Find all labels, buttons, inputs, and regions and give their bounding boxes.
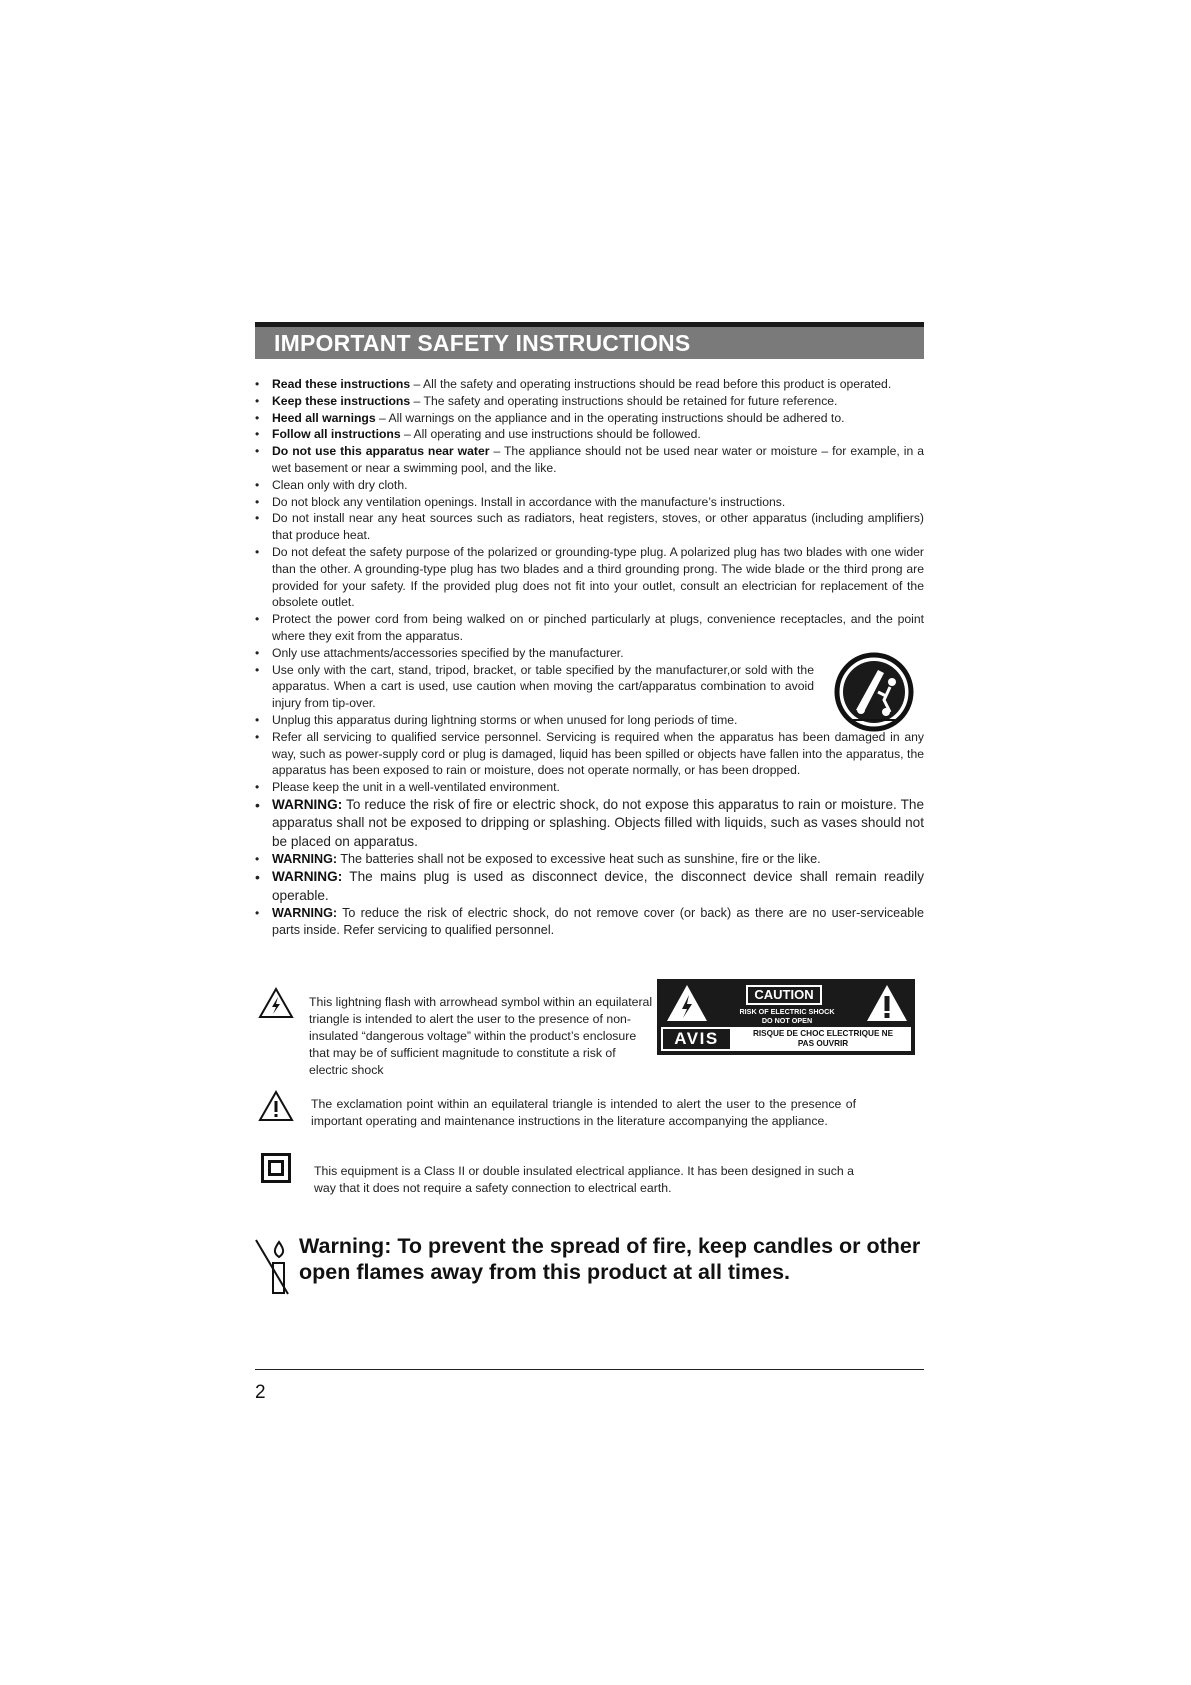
avis-strip — [661, 1027, 911, 1051]
exclamation-triangle-icon — [865, 983, 909, 1023]
warning-item: • WARNING: To reduce the risk of fire or electric shock, do not expose this apparatus to rain or moisture. The apparatus shall not be exposed to dripping or splashing. Objects filled with liquids, such as vases should not be placed on apparatus. — [255, 796, 924, 851]
instruction-item: • Heed all warnings – All warnings on the appliance and in the operating instructions should be adhered to. — [255, 410, 924, 427]
instruction-item: • Clean only with dry cloth. — [255, 477, 924, 494]
lightning-triangle-icon — [258, 987, 294, 1019]
caution-label — [657, 979, 915, 1055]
candle-fire-warning: Warning: To prevent the spread of fire, keep candles or other open flames away from this product at all times. — [299, 1234, 921, 1284]
class-ii-description: This equipment is a Class II or double insulated electrical appliance. It has been designed in such a way that it does not require a safety connection to electrical earth. — [314, 1164, 855, 1195]
warning-item: • WARNING: To reduce the risk of electric shock, do not remove cover (or back) as there are no user-serviceable parts inside. Refer servicing to qualified personnel. — [255, 905, 924, 939]
no-candles-icon — [254, 1238, 292, 1296]
page-number: 2 — [255, 1382, 266, 1403]
instruction-item: • Please keep the unit in a well-ventilated environment. — [255, 779, 924, 796]
instruction-item: • Unplug this apparatus during lightning storms or when unused for long periods of time. — [255, 712, 924, 729]
lightning-triangle-icon — [665, 983, 709, 1023]
caution-word: CAUTION — [746, 985, 822, 1005]
avis-word: AVIS — [663, 1029, 730, 1049]
safety-instructions-list — [255, 376, 924, 939]
instruction-item: • Do not use this apparatus near water – The appliance should not be used near water or moisture – for example, in a wet basement or near a swimming pool, and the like. — [255, 443, 924, 477]
instruction-item: • Only use attachments/accessories specified by the manufacturer. — [255, 645, 924, 662]
exclamation-symbol-description: The exclamation point within an equilateral triangle is intended to alert the user to the presence of important operating and maintenance instructions in the literature accompanying the appliance. — [311, 1097, 856, 1128]
instruction-item: • Do not install near any heat sources such as radiators, heat registers, stoves, or other apparatus (including amplifiers) that produce heat. — [255, 510, 924, 544]
avis-text: RISQUE DE CHOC ELECTRIQUE NE — [752, 1029, 894, 1038]
instruction-item: • Keep these instructions – The safety and operating instructions should be retained for future reference. — [255, 393, 924, 410]
instruction-item: • Protect the power cord from being walked on or pinched particularly at plugs, convenience receptacles, and the point where they exit from the apparatus. — [255, 611, 924, 645]
footer-divider — [255, 1369, 924, 1370]
lightning-symbol-description: This lightning flash with arrowhead symbol within an equilateral triangle is intended to alert the user to the presence of non-insulated “dangerous voltage” within the product’s enclosure that may be of sufficient magnitude to constitute a risk of electric shock — [309, 995, 653, 1077]
instruction-item: • Do not block any ventilation openings. Install in accordance with the manufacture’s instructions. — [255, 494, 924, 511]
avis-text: PAS OUVRIR — [797, 1039, 849, 1048]
section-title-bar — [255, 322, 924, 359]
page-title: IMPORTANT SAFETY INSTRUCTIONS — [274, 330, 691, 356]
caution-sub-text: DO NOT OPEN — [761, 1016, 813, 1025]
instruction-item: • Read these instructions – All the safety and operating instructions should be read before this product is operated. — [255, 376, 924, 393]
caution-sub-text: RISK OF ELECTRIC SHOCK — [739, 1007, 835, 1016]
instruction-item: • Use only with the cart, stand, tripod, bracket, or table specified by the manufacturer,or sold with the apparatus. When a cart is used, use caution when moving the cart/apparatus combination to avoid injury from tip-over. — [255, 662, 924, 712]
cart-tip-over-warning-icon — [834, 652, 914, 732]
warning-item: • WARNING: The mains plug is used as disconnect device, the disconnect device shall remain readily operable. — [255, 868, 924, 905]
instruction-item: • Refer all servicing to qualified service personnel. Servicing is required when the apparatus has been damaged in any way, such as power-supply cord or plug is damaged, liquid has been spilled or objects have fallen into the apparatus, the apparatus has been exposed to rain or moisture, does not operate normally, or has been dropped. — [255, 729, 924, 779]
class-ii-double-insulation-icon — [261, 1153, 291, 1183]
warning-item: • WARNING: The batteries shall not be exposed to excessive heat such as sunshine, fire or the like. — [255, 851, 924, 868]
instruction-item: • Do not defeat the safety purpose of the polarized or grounding-type plug. A polarized plug has two blades with one wider than the other. A grounding-type plug has two blades and a third grounding prong. The wide blade or the third prong are provided for your safety. If the provided plug does not fit into your outlet, consult an electrician for replacement of the obsolete outlet. — [255, 544, 924, 611]
instruction-item: • Follow all instructions – All operating and use instructions should be followed. — [255, 426, 924, 443]
exclamation-triangle-icon — [258, 1090, 294, 1122]
